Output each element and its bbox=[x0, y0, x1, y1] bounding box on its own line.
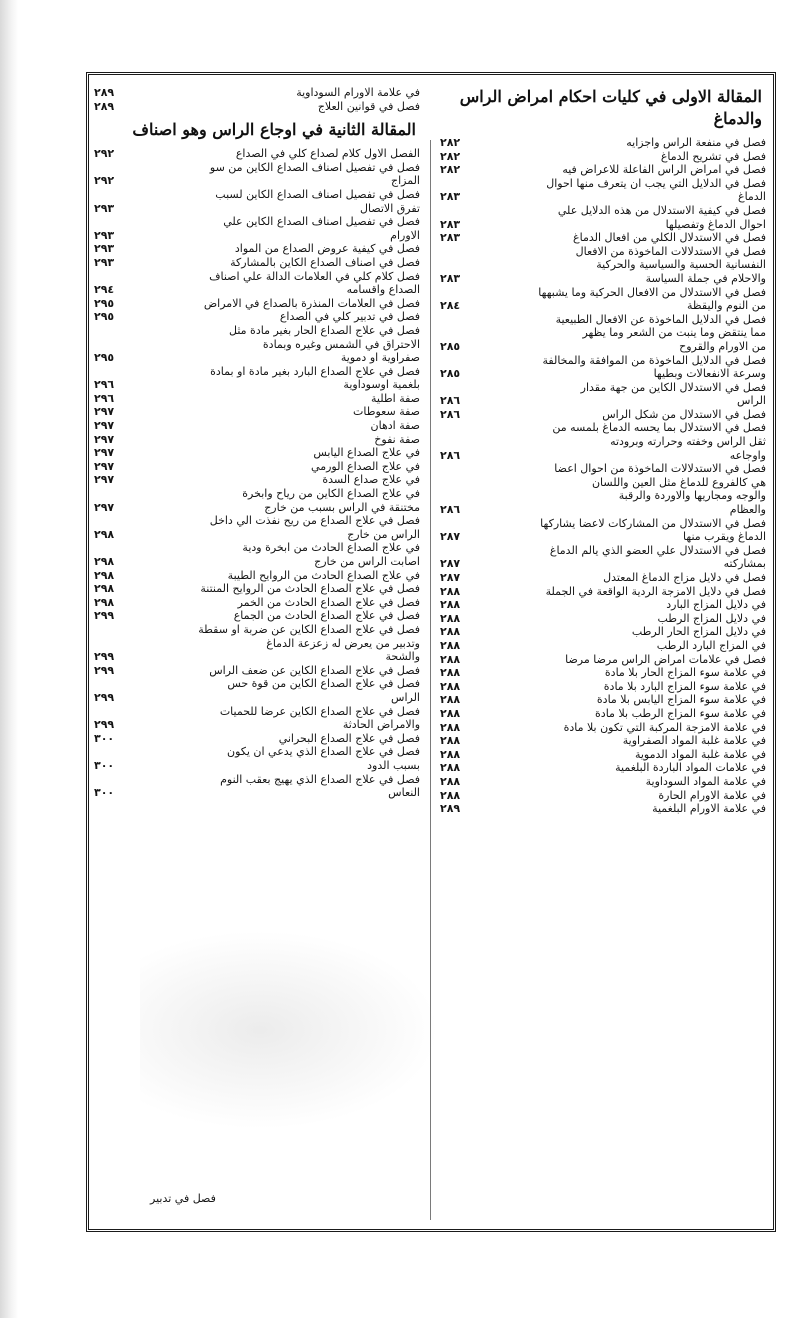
toc-entry bbox=[94, 242, 420, 256]
toc-entry-page-number: ٣٠٠ bbox=[94, 786, 115, 800]
toc-entry-title: فصل في علاج الصداع الكاين عن ضعف الراس bbox=[209, 663, 420, 677]
toc-entry-page-number: ٢٨٨ bbox=[440, 666, 461, 680]
toc-entry bbox=[440, 721, 766, 735]
toc-entry bbox=[440, 231, 766, 245]
toc-entry bbox=[94, 609, 420, 623]
toc-entry-title: في علاج الصداع الكاين من رياح وابخرة bbox=[242, 487, 420, 501]
toc-entry bbox=[440, 598, 766, 612]
toc-entry-title: المزاج bbox=[391, 174, 420, 188]
toc-entry bbox=[94, 174, 420, 188]
toc-entry-title: الفصل الاول كلام لصداع كلي في الصداع bbox=[235, 147, 420, 161]
toc-entry-title: فصل في الاستدلال الكاين من جهة مقدار bbox=[580, 380, 766, 394]
toc-entry-title: الصداع واقسامه bbox=[346, 283, 420, 297]
toc-entry bbox=[94, 188, 420, 202]
toc-entry-title: فصل في اصناف الصداع الكاين بالمشاركة bbox=[230, 255, 420, 269]
toc-entry bbox=[440, 653, 766, 667]
toc-entry-title: بسبب الدود bbox=[367, 758, 420, 772]
toc-entry bbox=[440, 272, 766, 286]
toc-entry bbox=[440, 666, 766, 680]
toc-entry-page-number: ٢٩٤ bbox=[94, 283, 115, 297]
toc-list-left-top bbox=[94, 86, 422, 113]
toc-entry-page-number: ٢٨٨ bbox=[440, 774, 461, 788]
toc-list-left bbox=[94, 147, 422, 800]
toc-entry-title: في المزاج البارد الرطب bbox=[656, 638, 766, 652]
toc-entry-title: في علاج صداع السدة bbox=[322, 473, 420, 487]
toc-entry bbox=[94, 446, 420, 460]
toc-entry-page-number: ٢٨٨ bbox=[440, 598, 461, 612]
toc-entry-page-number: ٢٨٦ bbox=[440, 448, 461, 462]
toc-entry-title: فصل في علاج الصداع الذي يدعي ان يكون bbox=[227, 745, 420, 759]
toc-entry-page-number: ٢٨٨ bbox=[440, 638, 461, 652]
toc-entry-title: والاحلام في جملة السياسة bbox=[645, 271, 766, 285]
toc-entry-title: فصل في تفصيل اصناف الصداع الكاين لسبب bbox=[215, 187, 420, 201]
toc-entry-title: في دلايل المزاج الحار الرطب bbox=[631, 625, 766, 639]
toc-entry-title: فصل في تفصيل اصناف الصداع الكاين من سو bbox=[209, 160, 420, 174]
toc-entry-page-number: ٢٩٣ bbox=[94, 201, 115, 215]
toc-entry-page-number: ٢٩٩ bbox=[94, 690, 115, 704]
toc-entry-page-number: ٢٨٨ bbox=[440, 720, 461, 734]
toc-entry-page-number: ٢٨٨ bbox=[440, 584, 461, 598]
toc-entry-title: صفة سعوطات bbox=[353, 405, 420, 419]
toc-entry-page-number: ٢٩٦ bbox=[94, 378, 115, 392]
toc-entry-title: فصل في علاج الصداع الحادث من الخمر bbox=[237, 595, 420, 609]
page-edge bbox=[0, 0, 18, 1318]
toc-entry-page-number: ٢٨٣ bbox=[440, 217, 461, 231]
toc-entry bbox=[94, 100, 420, 114]
toc-entry-page-number: ٢٨٧ bbox=[440, 571, 461, 584]
toc-entry bbox=[440, 245, 766, 259]
footer-catchword: فصل في تدبير bbox=[150, 1192, 216, 1205]
toc-entry-page-number: ٢٩٩ bbox=[94, 718, 115, 732]
toc-entry-title: تفرق الاتصال bbox=[359, 201, 420, 215]
toc-entry-page-number: ٢٩٧ bbox=[94, 500, 115, 514]
toc-entry-title: في علامة سوء المزاج البارد بلا مادة bbox=[603, 679, 766, 693]
toc-entry-title: فصل في كيفية الاستدلال من هذه الدلايل علي bbox=[557, 203, 766, 217]
toc-entry bbox=[94, 147, 420, 161]
toc-entry bbox=[94, 705, 420, 719]
toc-entry-page-number: ٢٨٢ bbox=[440, 163, 461, 177]
toc-entry bbox=[94, 637, 420, 651]
toc-entry-page-number: ٢٩٣ bbox=[94, 255, 115, 269]
toc-entry-page-number: ٢٩٨ bbox=[94, 582, 115, 596]
toc-entry-page-number: ٢٩٦ bbox=[94, 391, 115, 405]
toc-entry bbox=[440, 585, 766, 599]
toc-entry-title: فصل في الاستدلال من شكل الراس bbox=[602, 407, 766, 421]
toc-entry bbox=[94, 691, 420, 705]
toc-entry-title: في علاج الصداع الورمي bbox=[311, 459, 420, 473]
toc-entry bbox=[94, 161, 420, 175]
toc-entry-title: الراس bbox=[391, 690, 420, 704]
toc-entry-title: فصل في علاج الصداع الذي يهيج بعقب النوم bbox=[220, 772, 420, 786]
toc-entry-title: فصل في علاج الصداع الكاين عن ضربة او سقطة bbox=[198, 622, 420, 636]
toc-entry-page-number: ٢٨٨ bbox=[440, 761, 461, 775]
toc-entry-page-number: ٢٩٩ bbox=[94, 650, 115, 664]
toc-entry-title: بمشاركته bbox=[723, 557, 766, 571]
toc-entry-title: في علاج الصداع اليابس bbox=[313, 446, 420, 460]
toc-entry bbox=[94, 324, 420, 338]
toc-entry bbox=[94, 569, 420, 583]
toc-entry bbox=[94, 718, 420, 732]
toc-entry-page-number: ٢٨٩ bbox=[440, 802, 461, 816]
toc-entry bbox=[440, 449, 766, 463]
toc-entry-page-number: ٢٩٧ bbox=[94, 459, 115, 473]
toc-entry-title: فصل في الاستدلال بما يحسه الدماغ بلمسه من bbox=[552, 421, 766, 435]
toc-entry-page-number: ٢٨٨ bbox=[440, 679, 461, 693]
toc-entry-title: فصل في دلايل الامزجة الردية الواقعة في الجملة bbox=[545, 584, 766, 598]
toc-entry bbox=[440, 761, 766, 775]
toc-entry-title: فصل في العلامات المنذرة بالصداع في الامراض bbox=[203, 296, 420, 310]
toc-entry-title: في علامة غلبة المواد الدموية bbox=[634, 747, 766, 761]
toc-entry-title: في علاج الصداع الحادث من الروايح الطيبة bbox=[227, 568, 420, 582]
toc-entry-title: الراس bbox=[737, 394, 766, 408]
toc-entry-title: الدماغ bbox=[738, 190, 766, 204]
section-heading-maqala-2: المقالة الثانية في اوجاع الراس وهو اصناف bbox=[132, 120, 416, 140]
toc-entry bbox=[94, 433, 420, 447]
toc-entry bbox=[94, 541, 420, 555]
toc-entry bbox=[440, 299, 766, 313]
toc-entry-title: فصل في الاستدلال الكلي من افعال الدماغ bbox=[573, 231, 766, 245]
toc-entry-title: فصل في كيفية عروض الصداع من المواد bbox=[234, 242, 420, 256]
toc-entry-page-number: ٢٨٥ bbox=[440, 339, 461, 353]
toc-entry-title: فصل في الاستدلالات الماخوذة من الافعال bbox=[575, 244, 766, 258]
toc-entry-title: في علامة سوء المزاج اليابس بلا مادة bbox=[596, 693, 766, 707]
toc-entry-title: من الاورام والقروح bbox=[679, 339, 766, 353]
toc-entry-page-number: ٢٩٧ bbox=[94, 405, 115, 419]
toc-entry-title: فصل في علامات امراض الراس مرضا مرضا bbox=[565, 652, 766, 666]
toc-entry-page-number: ٢٨٢ bbox=[440, 149, 461, 163]
toc-entry-title: في علامة الاورام السوداوية bbox=[296, 86, 420, 99]
toc-entry bbox=[440, 789, 766, 803]
toc-entry bbox=[440, 503, 766, 517]
toc-entry-title: صفة اطلية bbox=[371, 391, 420, 405]
toc-entry-page-number: ٢٩٥ bbox=[94, 351, 115, 365]
toc-entry-page-number: ٢٨٨ bbox=[440, 611, 461, 625]
toc-entry-page-number: ٢٨٩ bbox=[94, 99, 115, 113]
toc-entry bbox=[440, 775, 766, 789]
toc-entry-page-number: ٢٨٨ bbox=[440, 652, 461, 666]
toc-entry-page-number: ٢٩٧ bbox=[94, 432, 115, 446]
toc-entry-page-number: ٢٨٥ bbox=[440, 367, 461, 381]
toc-entry-page-number: ٢٨٦ bbox=[440, 503, 461, 517]
toc-entry-title: فصل في امراض الراس الفاعلة للاعراض فيه bbox=[562, 163, 766, 177]
toc-entry bbox=[440, 612, 766, 626]
toc-entry-title: مما ينتقض وما ينبت من الشعر وما يظهر bbox=[582, 326, 766, 340]
toc-entry bbox=[440, 177, 766, 191]
toc-entry bbox=[94, 351, 420, 365]
toc-entry-title: في علامة سوء المزاج الرطب بلا مادة bbox=[595, 706, 766, 720]
toc-entry bbox=[94, 501, 420, 515]
toc-entry-page-number: ٢٨٨ bbox=[440, 693, 461, 707]
toc-entry-title: فصل في علاج الصداع الحار بغير مادة مثل bbox=[229, 323, 420, 337]
toc-entry-title: فصل في الدلايل التي يجب ان يتعرف منها احوال bbox=[546, 176, 766, 190]
toc-entry-title: صفراوية او دموية bbox=[340, 351, 420, 365]
toc-entry bbox=[440, 748, 766, 762]
toc-entry-title: فصل في علاج الصداع الكاين من قوة حس bbox=[227, 677, 420, 691]
toc-entry-page-number: ٢٩٢ bbox=[94, 174, 115, 188]
toc-entry bbox=[440, 530, 766, 544]
toc-entry-page-number: ٢٩٣ bbox=[94, 228, 115, 242]
toc-entry-page-number: ٣٠٠ bbox=[94, 731, 115, 745]
toc-entry bbox=[440, 136, 766, 150]
toc-entry-title: فصل في علاج الصداع الحادث من الروايح المنتنة bbox=[200, 582, 420, 596]
toc-entry-title: في دلايل المزاج الرطب bbox=[657, 611, 766, 625]
toc-entry bbox=[94, 528, 420, 542]
toc-entry-title: فصل كلام كلي في العلامات الدالة علي اصناف bbox=[209, 269, 420, 283]
toc-entry bbox=[440, 367, 766, 381]
toc-entry bbox=[94, 555, 420, 569]
toc-entry bbox=[94, 514, 420, 528]
toc-entry bbox=[440, 544, 766, 558]
toc-entry bbox=[440, 435, 766, 449]
toc-entry bbox=[94, 786, 420, 800]
toc-entry bbox=[440, 462, 766, 476]
toc-entry bbox=[440, 693, 766, 707]
toc-entry-page-number: ٢٩٧ bbox=[94, 419, 115, 433]
toc-entry-page-number: ٢٩٧ bbox=[94, 446, 115, 460]
toc-entry-title: فصل في تشريح الدماغ bbox=[660, 149, 766, 163]
toc-entry-title: فصل في علاج الصداع البارد بغير مادة او بمادة bbox=[210, 364, 420, 378]
toc-entry-title: مختنقة في الراس بسبب من خارج bbox=[264, 500, 420, 514]
toc-entry-page-number: ٢٨٦ bbox=[440, 407, 461, 421]
toc-entry-title: في علامة الاورام الحارة bbox=[658, 788, 766, 802]
toc-entry bbox=[440, 326, 766, 340]
toc-entry-title: فصل في الدلايل الماخوذة عن الافعال الطبيعية bbox=[555, 312, 766, 326]
toc-entry-title: والشحة bbox=[385, 650, 420, 664]
toc-entry-title: الاورام bbox=[390, 228, 420, 242]
toc-entry-title: في علامة الاورام البلغمية bbox=[652, 802, 766, 816]
toc-entry-title: ثقل الراس وخفته وحرارته وبرودته bbox=[610, 435, 766, 449]
toc-entry bbox=[94, 378, 420, 392]
toc-entry-page-number: ٢٨٨ bbox=[440, 747, 461, 761]
toc-entry bbox=[440, 557, 766, 571]
toc-entry bbox=[94, 773, 420, 787]
toc-entry-page-number: ٢٨٧ bbox=[440, 557, 461, 571]
toc-entry-title: وتدبير من يعرض له زعزعة الدماغ bbox=[266, 636, 420, 650]
toc-entry-title: في علامة المواد السوداوية bbox=[645, 774, 766, 788]
toc-entry-title: في علامات المواد الباردة البلغمية bbox=[615, 761, 766, 775]
toc-entry-page-number: ٢٩٨ bbox=[94, 555, 115, 568]
toc-entry-title: فصل في الاستدلال من الافعال الحركية وما يشبهها bbox=[538, 285, 766, 299]
toc-entry bbox=[94, 86, 420, 100]
column-divider bbox=[430, 140, 431, 1220]
toc-entry bbox=[440, 218, 766, 232]
toc-entry bbox=[440, 381, 766, 395]
toc-entry bbox=[94, 596, 420, 610]
toc-entry-title: والوجه ومجاريها والاوردة والرقبة bbox=[618, 489, 766, 503]
toc-entry bbox=[440, 354, 766, 368]
toc-entry-page-number: ٢٩٨ bbox=[94, 568, 115, 582]
toc-entry bbox=[94, 283, 420, 297]
toc-entry-page-number: ٣٠٠ bbox=[94, 758, 115, 772]
toc-entry bbox=[94, 392, 420, 406]
toc-entry bbox=[440, 680, 766, 694]
toc-entry-title: صفة ادهان bbox=[370, 419, 420, 433]
toc-entry bbox=[440, 190, 766, 204]
toc-entry bbox=[440, 286, 766, 300]
toc-entry bbox=[94, 297, 420, 311]
toc-entry-page-number: ٢٩٥ bbox=[94, 296, 115, 310]
toc-entry-title: في علامة الامزجة المركبة التي تكون بلا مادة bbox=[563, 720, 766, 734]
toc-entry bbox=[440, 313, 766, 327]
toc-entry-page-number: ٢٩٨ bbox=[94, 527, 115, 541]
toc-entry-page-number: ٢٩٨ bbox=[94, 595, 115, 609]
toc-entry-page-number: ٢٨٣ bbox=[440, 271, 461, 285]
toc-entry-page-number: ٢٨٦ bbox=[440, 394, 461, 408]
toc-entry-title: فصل في الدلايل الماخوذة من الموافقة والمخالفة bbox=[542, 353, 766, 367]
toc-entry-title: فصل في الاستدلالات الماخوذة من احوال اعضا bbox=[554, 462, 766, 476]
toc-entry-page-number: ٢٨٧ bbox=[440, 530, 461, 544]
toc-entry bbox=[94, 405, 420, 419]
toc-entry bbox=[94, 487, 420, 501]
left-column bbox=[94, 86, 422, 800]
toc-entry-page-number: ٢٨٨ bbox=[440, 706, 461, 720]
toc-entry-title: فصل في الاستدلال من المشاركات لاعضا يشاركها bbox=[540, 516, 766, 530]
toc-entry bbox=[440, 163, 766, 177]
toc-entry-page-number: ٢٨٨ bbox=[440, 788, 461, 802]
toc-entry-page-number: ٢٨٢ bbox=[440, 136, 461, 149]
toc-entry bbox=[440, 625, 766, 639]
toc-entry bbox=[94, 664, 420, 678]
toc-entry-page-number: ٢٩٩ bbox=[94, 609, 115, 623]
toc-entry bbox=[94, 677, 420, 691]
toc-entry-page-number: ٢٨٩ bbox=[94, 86, 115, 99]
toc-entry-title: فصل في منفعة الراس واجزايه bbox=[626, 136, 766, 149]
toc-entry bbox=[94, 215, 420, 229]
toc-entry-title: فصل في علاج الصداع الحادث من الجماع bbox=[233, 609, 420, 623]
toc-entry-title: الدماغ ويقرب منها bbox=[683, 530, 766, 544]
toc-entry bbox=[440, 802, 766, 816]
toc-entry-title: في دلايل المزاج البارد bbox=[666, 598, 766, 612]
toc-entry-page-number: ٢٨٣ bbox=[440, 190, 461, 204]
toc-entry-title: النفسانية الحسية والسياسية والحركية bbox=[596, 258, 766, 272]
toc-entry-page-number: ٢٨٤ bbox=[440, 299, 461, 313]
toc-entry bbox=[440, 421, 766, 435]
section-heading-maqala-1: المقالة الاولى في كليات احكام امراض الراس والدماغ bbox=[459, 87, 762, 128]
right-column bbox=[440, 86, 768, 816]
toc-list-right bbox=[440, 136, 768, 816]
toc-entry bbox=[94, 365, 420, 379]
toc-entry bbox=[94, 270, 420, 284]
toc-entry-title: فصل في تدبير كلي في الصداع bbox=[279, 310, 420, 324]
toc-entry-page-number: ٢٩٥ bbox=[94, 310, 115, 324]
toc-entry bbox=[94, 650, 420, 664]
toc-entry-title: النعاس bbox=[388, 786, 420, 800]
toc-entry bbox=[94, 745, 420, 759]
toc-entry bbox=[94, 310, 420, 324]
toc-entry bbox=[440, 639, 766, 653]
toc-entry bbox=[440, 204, 766, 218]
toc-entry bbox=[94, 338, 420, 352]
toc-entry-title: في علاج الصداع الحادث من ابخرة ودية bbox=[242, 541, 420, 555]
toc-entry-title: احوال الدماغ وتفصيلها bbox=[665, 217, 766, 231]
toc-entry bbox=[440, 571, 766, 585]
toc-entry-title: والامراض الحادثة bbox=[342, 718, 420, 732]
toc-entry-title: فصل في تفصيل اصناف الصداع الكاين علي bbox=[223, 215, 420, 229]
toc-entry-title: في علامة غلبة المواد الصفراوية bbox=[622, 734, 766, 748]
toc-entry-title: فصل في علاج الصداع من ريح نفذت الي داخل bbox=[209, 514, 420, 528]
toc-entry bbox=[440, 394, 766, 408]
toc-entry-title: والعظام bbox=[729, 503, 766, 517]
toc-entry bbox=[440, 408, 766, 422]
toc-entry-title: فصل في الاستدلال علي العضو الذي يالم الدماغ bbox=[549, 543, 766, 557]
toc-entry bbox=[94, 460, 420, 474]
toc-entry-title: هي كالفروع للدماغ مثل العين واللسان bbox=[591, 475, 766, 489]
toc-entry bbox=[94, 202, 420, 216]
toc-entry bbox=[94, 623, 420, 637]
toc-entry-page-number: ٢٩٢ bbox=[94, 147, 115, 161]
toc-entry-title: فصل في قوانين العلاج bbox=[317, 99, 420, 113]
toc-entry bbox=[440, 150, 766, 164]
toc-entry bbox=[94, 256, 420, 270]
toc-entry-page-number: ٢٩٣ bbox=[94, 242, 115, 256]
toc-entry bbox=[440, 707, 766, 721]
toc-entry-title: صفة نفوخ bbox=[374, 432, 420, 446]
toc-entry bbox=[94, 419, 420, 433]
toc-entry-title: من النوم واليقظة bbox=[686, 299, 766, 313]
toc-entry-title: واوجاعه bbox=[729, 448, 766, 462]
toc-entry bbox=[94, 582, 420, 596]
toc-entry-page-number: ٢٩٩ bbox=[94, 663, 115, 677]
toc-entry-page-number: ٢٨٨ bbox=[440, 734, 461, 748]
toc-entry bbox=[440, 489, 766, 503]
toc-entry bbox=[440, 517, 766, 531]
toc-entry-title: في علامة سوء المزاج الحار بلا مادة bbox=[604, 666, 766, 680]
toc-entry-title: فصل في علاج الصداع البحراني bbox=[278, 731, 420, 745]
toc-entry-title: بلغمية اوسوداوية bbox=[343, 378, 420, 392]
toc-entry bbox=[94, 229, 420, 243]
toc-entry-title: فصل في علاج الصداع الكاين عرضا للحميات bbox=[219, 704, 420, 718]
toc-entry bbox=[440, 476, 766, 490]
toc-entry bbox=[440, 734, 766, 748]
toc-entry-title: فصل في دلايل مزاج الدماغ المعتدل bbox=[603, 571, 766, 584]
toc-entry-page-number: ٢٨٣ bbox=[440, 231, 461, 245]
toc-entry-title: الراس من خارج bbox=[347, 527, 420, 541]
toc-entry bbox=[94, 473, 420, 487]
toc-entry bbox=[94, 732, 420, 746]
toc-entry-title: وسرعة الانفعالات وبطيها bbox=[653, 367, 766, 381]
toc-entry bbox=[94, 759, 420, 773]
toc-entry-page-number: ٢٨٨ bbox=[440, 625, 461, 639]
toc-entry-title: الاحتراق في الشمس وغيره وبمادة bbox=[262, 337, 420, 351]
toc-entry bbox=[440, 340, 766, 354]
toc-entry bbox=[440, 258, 766, 272]
toc-entry-page-number: ٢٩٧ bbox=[94, 473, 115, 487]
toc-entry-title: اصابت الراس من خارج bbox=[314, 555, 420, 568]
